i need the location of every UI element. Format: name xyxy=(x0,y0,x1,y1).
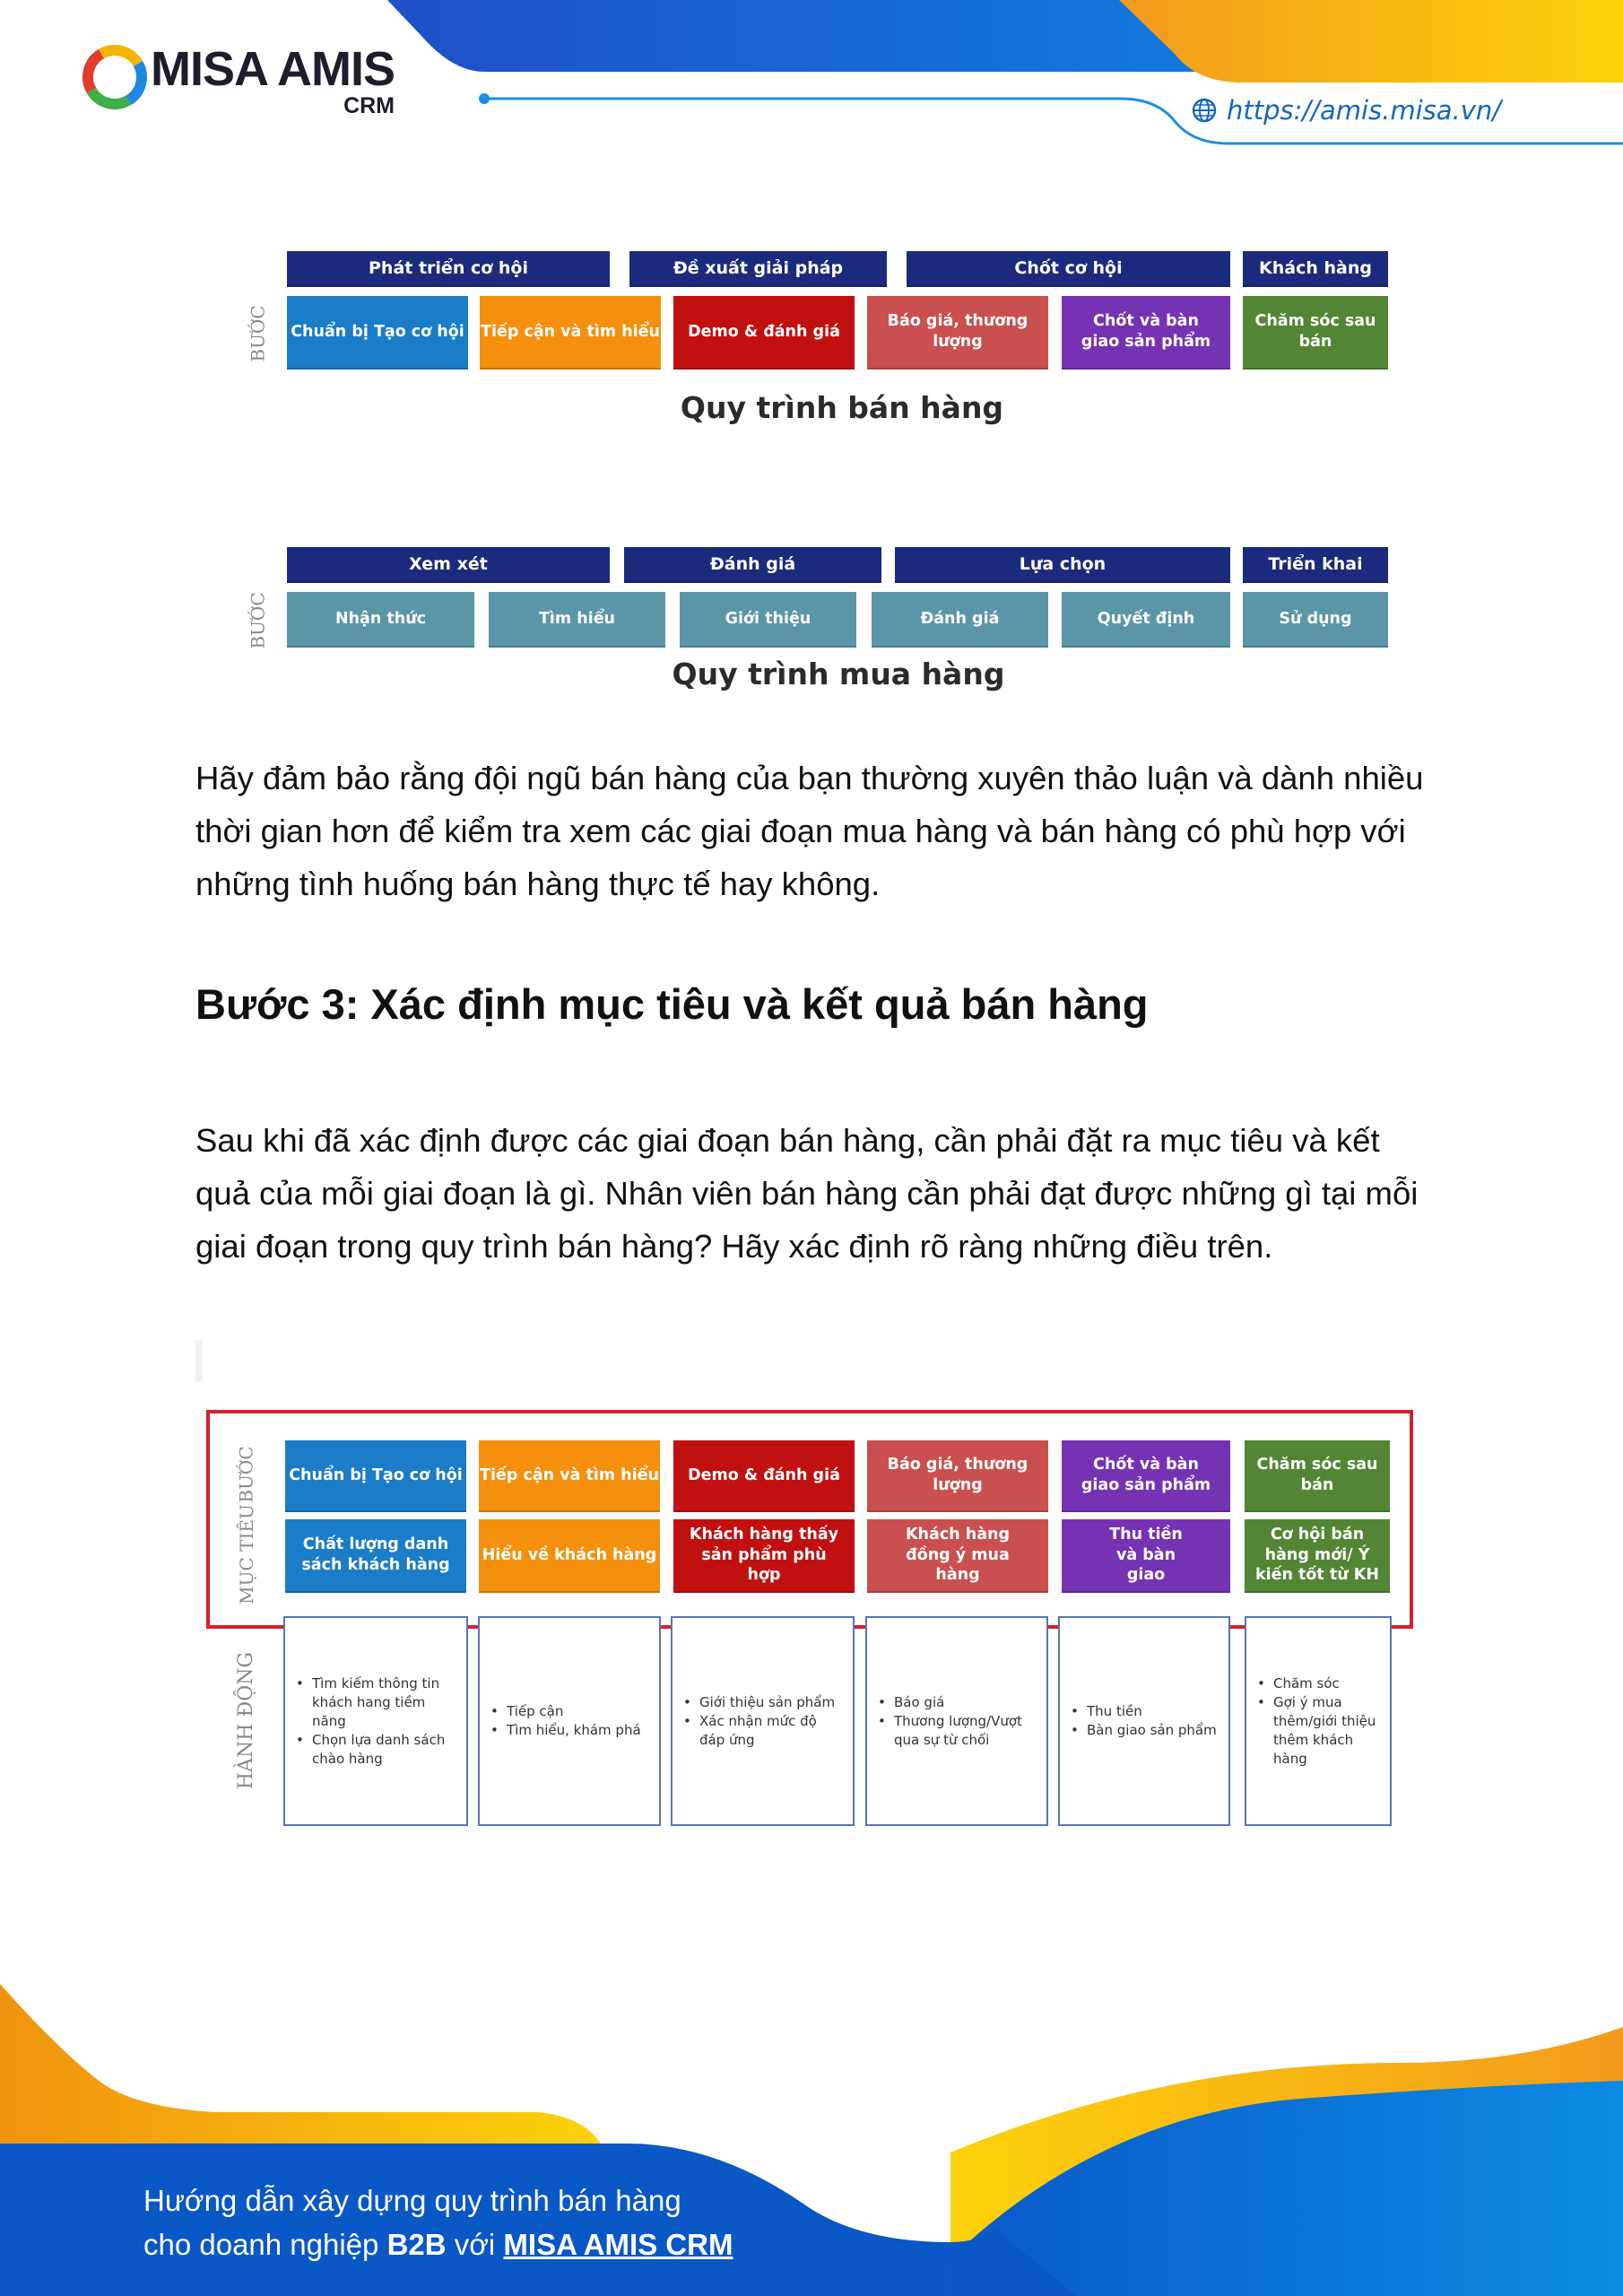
goal-1: Chất lượng danh sách khách hàng xyxy=(285,1519,466,1593)
row-label-steps: BƯỚC xyxy=(235,1446,257,1503)
sales-step-5: Chốt và bàn giao sản phẩm xyxy=(1062,296,1230,370)
globe-icon xyxy=(1191,97,1218,124)
sales-step-2: Tiếp cận và tìm hiểu xyxy=(480,296,661,370)
misa-amis-logo xyxy=(82,42,395,118)
image-placeholder-mark xyxy=(195,1340,203,1381)
action-item: • Thương lượng/Vượt qua sự từ chối xyxy=(878,1712,1037,1750)
action-box-3 xyxy=(671,1616,855,1826)
sales-process-caption: Quy trình bán hàng xyxy=(680,390,1004,425)
logo-mark-icon xyxy=(82,45,147,109)
sales-row-label: BƯỚC xyxy=(247,305,270,362)
sales-phase-2: Đề xuất giải pháp xyxy=(629,251,887,287)
action-item: • Gợi ý mua thêm/giới thiệu thêm khách hàng xyxy=(1257,1693,1381,1769)
goal-step-2: Tiếp cận và tìm hiểu xyxy=(479,1440,660,1512)
action-item: • Xác nhận mức độ đáp ứng xyxy=(683,1712,844,1750)
action-box-4 xyxy=(865,1616,1048,1826)
sales-phase-3: Chốt cơ hội xyxy=(907,251,1230,287)
action-item: • Tìm kiếm thông tin khách hang tiềm năng xyxy=(296,1674,457,1731)
row-label-actions: HÀNH ĐỘNG xyxy=(235,1651,258,1789)
buying-row-label: BƯỚC xyxy=(247,592,270,649)
buying-step-5: Quyết định xyxy=(1062,592,1230,648)
goal-step-5: Chốt và bàn giao sản phẩm xyxy=(1062,1440,1230,1512)
goal-6: Cơ hội bán hàng mới/ Ý kiến tốt từ KH xyxy=(1245,1519,1390,1593)
footer-crm-link[interactable]: MISA AMIS CRM xyxy=(503,2228,733,2261)
action-item: • Giới thiệu sản phẩm xyxy=(683,1693,844,1712)
row-label-goals: MỤC TIÊU xyxy=(236,1504,258,1605)
section-heading: Bước 3: Xác định mục tiêu và kết quả bán hàng xyxy=(195,980,1149,1028)
buying-process-caption: Quy trình mua hàng xyxy=(672,657,1005,691)
goal-3: Khách hàng thấy sản phẩm phù hợp xyxy=(673,1519,855,1593)
goal-step-6: Chăm sóc sau bán xyxy=(1245,1440,1390,1512)
goal-4: Khách hàng đồng ý mua hàng xyxy=(867,1519,1048,1593)
goal-2: Hiểu về khách hàng xyxy=(479,1519,660,1593)
buying-step-1: Nhận thức xyxy=(287,592,474,648)
website-url: https://amis.misa.vn/ xyxy=(1227,95,1502,126)
action-item: • Tiếp cận xyxy=(490,1702,641,1721)
paragraph-1: Hãy đảm bảo rằng đội ngũ bán hàng của bạn thường xuyên thảo luận và dành nhiều thời gian hơn để kiểm tra xem các giai đoạn mua hàng và bán hàng có phù hợp với những tình huống bán hàng thực tế hay không. xyxy=(195,760,1424,902)
buying-step-2: Tìm hiểu xyxy=(489,592,665,648)
buying-step-4: Đánh giá xyxy=(872,592,1048,648)
buying-phase-3: Lựa chọn xyxy=(895,547,1230,583)
action-item: • Tìm hiểu, khám phá xyxy=(490,1721,641,1740)
buying-phase-2: Đánh giá xyxy=(624,547,881,583)
action-item: • Thu tiền xyxy=(1071,1702,1217,1721)
footer-line-2 xyxy=(143,2222,733,2266)
action-item: • Báo giá xyxy=(878,1693,1037,1712)
action-item: • Chọn lựa danh sách chào hàng xyxy=(296,1731,457,1769)
logo-sub: CRM xyxy=(343,93,395,118)
footer-title xyxy=(143,2179,733,2266)
footer-line-2-prefix: cho doanh nghiệp xyxy=(143,2228,387,2261)
goal-step-4: Báo giá, thương lượng xyxy=(867,1440,1048,1512)
action-item: • Bàn giao sản phẩm xyxy=(1071,1721,1217,1740)
buying-phase-4: Triển khai xyxy=(1243,547,1388,583)
buying-phase-1: Xem xét xyxy=(287,547,610,583)
action-box-5 xyxy=(1058,1616,1230,1826)
paragraph-2: Sau khi đã xác định được các giai đoạn bán hàng, cần phải đặt ra mục tiêu và kết quả của mỗi giai đoạn là gì. Nhân viên bán hàng cần phải đạt được những gì tại mỗi giai đoạn trong quy trình bán hàng? Hãy xác định rõ ràng những điều trên. xyxy=(195,1122,1419,1265)
goal-step-3: Demo & đánh giá xyxy=(673,1440,855,1512)
logo-name: MISA AMIS xyxy=(151,42,395,96)
footer-line-2-mid: với xyxy=(446,2228,504,2261)
buying-step-6: Sử dụng xyxy=(1243,592,1388,648)
sales-step-4: Báo giá, thương lượng xyxy=(867,296,1048,370)
goal-5: Thu tiền và bàn giao xyxy=(1062,1519,1230,1593)
footer-line-1: Hướng dẫn xây dựng quy trình bán hàng xyxy=(143,2184,681,2217)
sales-step-1: Chuẩn bị Tạo cơ hội xyxy=(287,296,468,370)
action-box-1 xyxy=(283,1616,468,1826)
footer-b2b: B2B xyxy=(386,2228,447,2261)
action-item: • Chăm sóc xyxy=(1257,1674,1381,1693)
sales-step-3: Demo & đánh giá xyxy=(673,296,855,370)
website-link[interactable] xyxy=(1191,95,1501,126)
sales-phase-1: Phát triển cơ hội xyxy=(287,251,610,287)
sales-step-6: Chăm sóc sau bán xyxy=(1243,296,1388,370)
action-box-6 xyxy=(1245,1616,1392,1826)
goal-step-1: Chuẩn bị Tạo cơ hội xyxy=(285,1440,466,1512)
sales-phase-4: Khách hàng xyxy=(1243,251,1388,287)
buying-step-3: Giới thiệu xyxy=(680,592,856,648)
action-box-2 xyxy=(478,1616,661,1826)
